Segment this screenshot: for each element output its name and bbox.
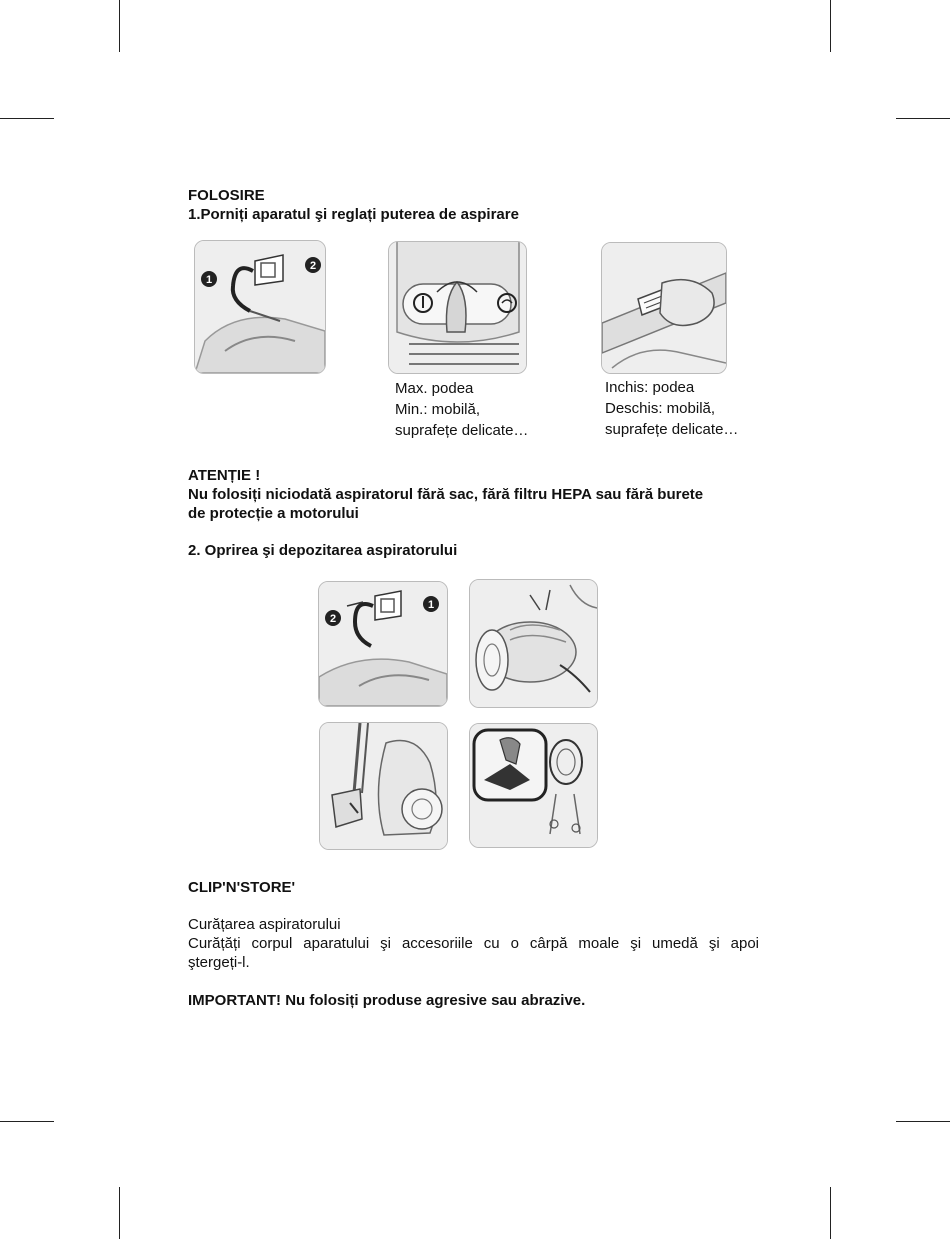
valve-caption [605,377,738,440]
parking-clip-icon [320,723,447,849]
warning-title: ATENȚIE ! [188,467,261,484]
cleaning-subheading: Curățarea aspiratorului [188,916,341,933]
marker-1: 1 [427,599,435,611]
air-valve-illustration [601,242,727,374]
power-button-icon [195,241,325,373]
cord-rewind-illustration [469,579,598,708]
valve-caption-delicate: suprafețe delicate… [605,421,739,438]
marker-1: 1 [205,274,213,286]
dial-caption [395,378,528,441]
crop-mark [0,118,54,119]
crop-mark [896,118,950,119]
suction-dial-icon [389,242,526,373]
warning-line-2: de protecție a motorului [188,505,359,522]
important-note: IMPORTANT! Nu folosiți produse agresive sau abrazive. [188,992,586,1009]
power-on-illustration [194,240,326,374]
upright-storage-illustration [319,722,448,850]
valve-caption-closed: Inchis: podea [605,379,695,396]
section-heading-folosire: FOLOSIRE [188,187,265,204]
handle-valve-icon [602,243,726,373]
dial-caption-min: Min.: mobilă, [395,401,481,418]
dial-caption-delicate: suprafețe delicate… [395,422,529,439]
dial-caption-max: Max. podea [395,380,474,397]
clipnstore-heading: CLIP'N'STORE' [188,879,296,896]
crop-mark [119,0,120,52]
clip-detail-illustration [469,723,598,848]
marker-2: 2 [329,613,337,625]
power-off-illustration [318,581,448,707]
power-button-icon [319,582,447,706]
crop-mark [119,1187,120,1239]
valve-caption-open: Deschis: mobilă, [605,400,716,417]
suction-dial-illustration [388,241,527,374]
marker-2: 2 [309,260,317,272]
zoom-detail-icon [470,724,597,847]
step-2-title: 2. Oprirea şi depozitarea aspiratorului [188,542,458,559]
warning-line-1: Nu folosiți niciodată aspiratorul fără sac, fără filtru HEPA sau fără burete [188,486,704,503]
crop-mark [830,0,831,52]
cleaning-body: Curățăți corpul aparatului şi accesoriile cu o cârpă moale şi umedă şi apoi ştergeți-l. [188,935,759,971]
cord-reel-icon [470,580,597,707]
crop-mark [0,1121,54,1122]
step-1-title: 1.Porniți aparatul şi reglați puterea de aspirare [188,206,519,223]
crop-mark [896,1121,950,1122]
crop-mark [830,1187,831,1239]
